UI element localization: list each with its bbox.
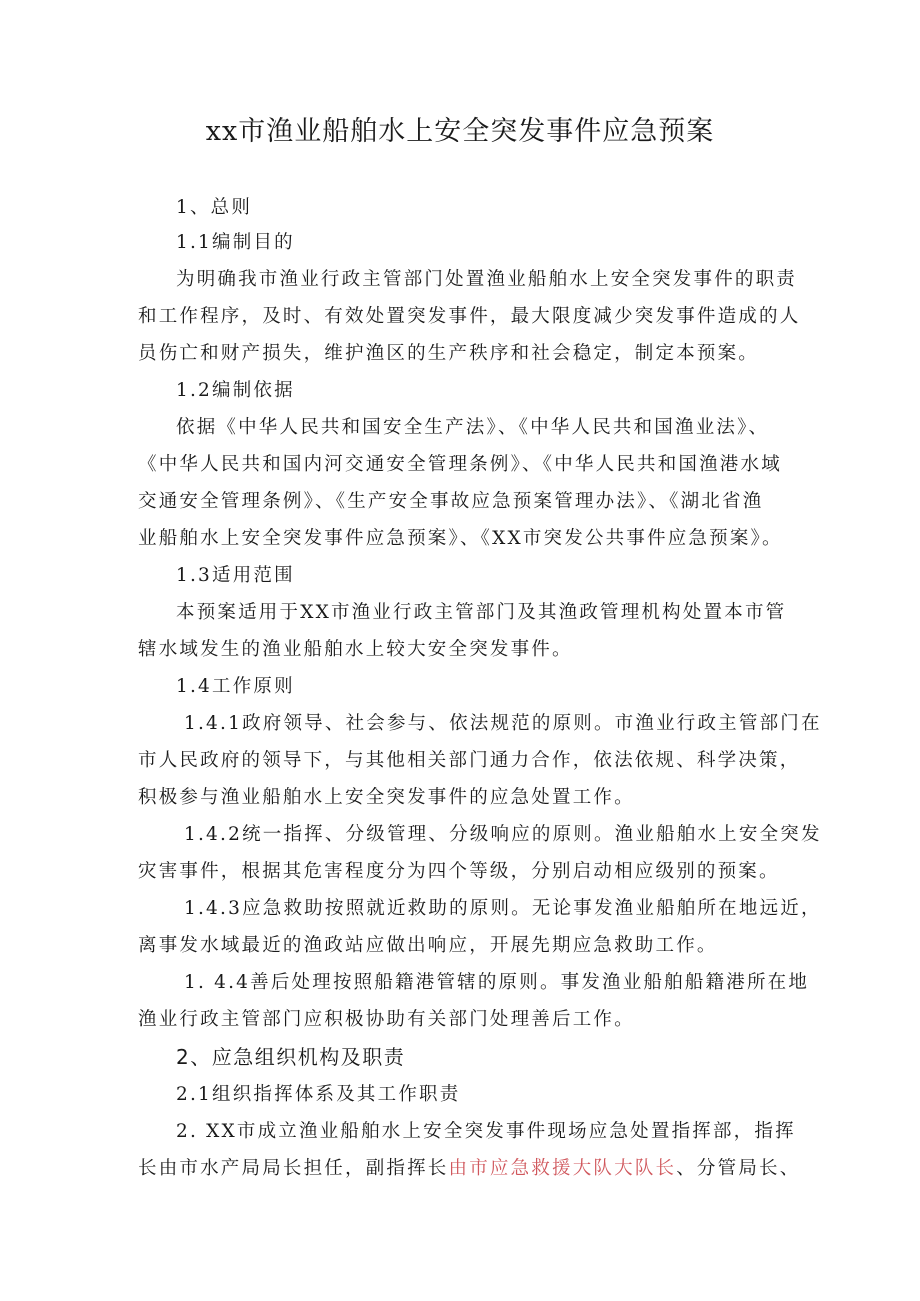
paragraph-line: 辖水域发生的渔业船舶水上较大安全突发事件。 [138, 639, 573, 660]
document-title: xx市渔业船舶水上安全突发事件应急预案 [205, 116, 715, 147]
subsection-heading-scope: 1.3适用范围 [176, 565, 295, 586]
paragraph-line: 《中华人民共和国内河交通安全管理条例》、《中华人民共和国渔港水域 [138, 454, 782, 475]
subsection-heading-command: 2.1组织指挥体系及其工作职责 [176, 1084, 461, 1105]
text-segment: 长由市水产局局长担任，副指挥长 [138, 1158, 449, 1179]
paragraph-line: 离事发水域最近的渔政站应做出响应，开展先期应急救助工作。 [138, 935, 718, 956]
paragraph-line: 业船舶水上安全突发事件应急预案》、《XX市突发公共事件应急预案》。 [138, 528, 783, 549]
paragraph-line: 1. 4.4善后处理按照船籍港管辖的原则。事发渔业船舶船籍港所在地 [184, 972, 810, 993]
paragraph-line: 和工作程序，及时、有效处置突发事件，最大限度减少突发事件造成的人 [138, 306, 801, 327]
paragraph-line: 1.4.2统一指挥、分级管理、分级响应的原则。渔业船舶水上安全突发 [184, 824, 822, 845]
paragraph-line: 2. XX市成立渔业船舶水上安全突发事件现场应急处置指挥部，指挥 [176, 1121, 796, 1142]
paragraph-line: 本预案适用于XX市渔业行政主管部门及其渔政管理机构处置本市管 [176, 602, 787, 623]
paragraph-line: 1.4.3应急救助按照就近救助的原则。无论事发渔业船舶所在地远近， [184, 898, 822, 919]
paragraph-line: 交通安全管理条例》、《生产安全事故应急预案管理办法》、《湖北省渔 [138, 491, 764, 512]
paragraph-line: 渔业行政主管部门应积极协助有关部门处理善后工作。 [138, 1009, 635, 1030]
paragraph-line: 员伤亡和财产损失，维护渔区的生产秩序和社会稳定，制定本预案。 [138, 343, 760, 364]
paragraph-line-last [138, 1154, 800, 1184]
subsection-heading-basis: 1.2编制依据 [176, 380, 295, 401]
paragraph-line: 积极参与渔业船舶水上安全突发事件的应急处置工作。 [138, 787, 635, 808]
paragraph-line: 为明确我市渔业行政主管部门处置渔业船舶水上安全突发事件的职责 [176, 269, 798, 290]
paragraph-line: 1.4.1政府领导、社会参与、依法规范的原则。市渔业行政主管部门在 [184, 713, 822, 734]
subsection-heading-purpose: 1.1编制目的 [176, 232, 295, 253]
subsection-heading-principles: 1.4工作原则 [176, 676, 295, 697]
paragraph-line: 市人民政府的领导下，与其他相关部门通力合作，依法依规、科学决策， [138, 750, 801, 771]
text-segment: 、分管局长、 [676, 1158, 801, 1179]
section-heading-general: 1、总则 [176, 197, 253, 218]
paragraph-line: 依据《中华人民共和国安全生产法》、《中华人民共和国渔业法》、 [176, 417, 770, 438]
highlighted-text: 由市应急救援大队大队长 [448, 1158, 677, 1179]
paragraph-line: 灾害事件，根据其危害程度分为四个等级，分别启动相应级别的预案。 [138, 861, 780, 882]
section-heading-organization: 2、应急组织机构及职责 [176, 1045, 406, 1069]
